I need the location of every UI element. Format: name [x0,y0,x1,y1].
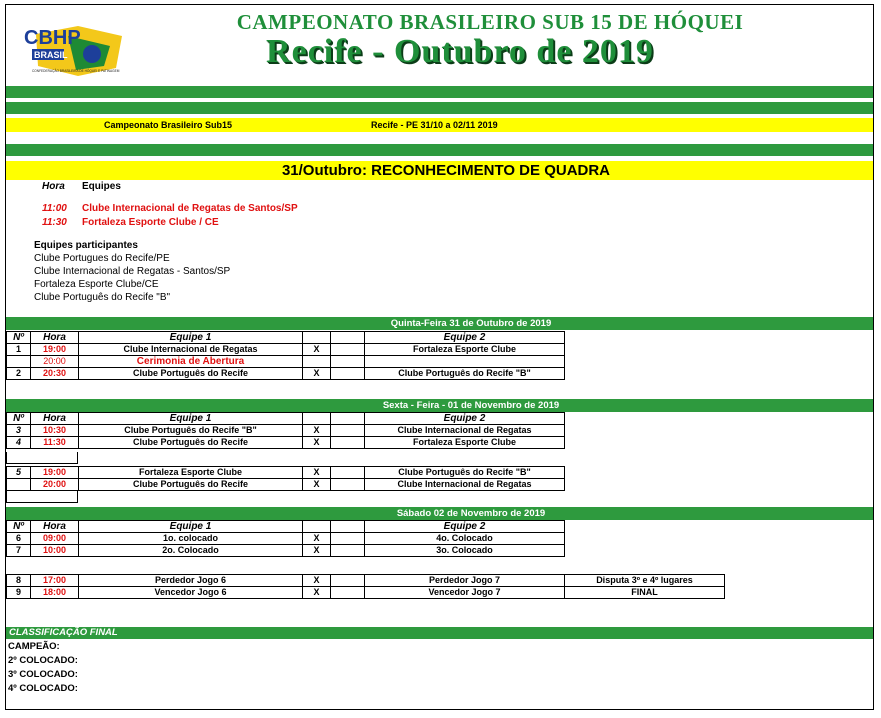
game-time: 20:00 [31,356,79,368]
game-time: 19:00 [31,344,79,356]
game-time: 10:30 [31,425,79,437]
team2: Clube Português do Recife "B" [365,467,565,479]
green-band [6,102,873,114]
game-time: 11:30 [31,437,79,449]
game-num: 1 [7,344,31,356]
vs-mark: X [303,479,331,491]
team1: Fortaleza Esporte Clube [79,467,303,479]
final-band [6,627,873,639]
participant-item: Clube Português do Recife "B" [34,292,171,303]
vs-mark: X [303,425,331,437]
col-eq1: Equipe 1 [79,332,303,344]
table-row [7,437,565,449]
team2: Clube Português do Recife "B" [365,368,565,380]
cbhp-logo [18,22,130,80]
day1-header [6,317,873,330]
vs-mark: X [303,368,331,380]
day1-title: Quinta-Feira 31 de Outubro de 2019 [390,318,552,329]
game-num: 4 [7,437,31,449]
vs-mark: X [303,545,331,557]
table-row [7,344,565,356]
col-eq2: Equipe 2 [365,521,565,533]
championship-label: Campeonato Brasileiro Sub15 [104,120,233,130]
team1: Clube Internacional de Regatas [79,344,303,356]
place-third: 3º COLOCADO: [8,669,78,680]
table-row [7,425,565,437]
table-row [7,533,565,545]
game-time: 18:00 [31,587,79,599]
place-second: 2º COLOCADO: [8,655,78,666]
green-band [6,86,873,98]
slot-team: Clube Internacional de Regatas de Santos/SP [82,203,298,214]
table-row [7,575,725,587]
col-num: Nº [7,521,31,533]
game-time: 17:00 [31,575,79,587]
game-time: 10:00 [31,545,79,557]
game-time: 20:00 [31,479,79,491]
game-note: FINAL [565,587,725,599]
team1: Vencedor Jogo 6 [79,587,303,599]
empty-cell [6,491,78,503]
participant-item: Fortaleza Esporte Clube/CE [34,279,159,290]
green-band [6,144,873,156]
col-eq1: Equipe 1 [79,521,303,533]
vs-mark: X [303,467,331,479]
vs-mark: X [303,533,331,545]
vs-mark: X [303,437,331,449]
team1: 2o. Colocado [79,545,303,557]
col-hora: Hora [31,332,79,344]
svg-text:CONFEDERAÇÃO BRASILEIRA DE HÓQ: CONFEDERAÇÃO BRASILEIRA DE HÓQUEI E PATINAGEM [32,69,120,73]
team2: 4o. Colocado [365,533,565,545]
place-champion: CAMPEÃO: [8,641,60,652]
col-equipes: Equipes [82,181,121,192]
slot-hora: 11:30 [42,217,67,228]
col-hora: Hora [42,181,65,192]
day2-table-b [6,466,565,491]
participant-item: Clube Internacional de Regatas - Santos/SP [34,266,231,277]
ceremony-label: Cerimonia de Abertura [79,356,303,368]
day2-header [6,399,873,412]
game-num: 5 [7,467,31,479]
place-fourth: 4º COLOCADO: [8,683,78,694]
table-row [7,587,725,599]
slot-hora: 11:00 [42,203,67,214]
table-row [7,467,565,479]
col-eq1: Equipe 1 [79,413,303,425]
title-line1: CAMPEONATO BRASILEIRO SUB 15 DE HÓQUEI [236,10,744,34]
team2: Fortaleza Esporte Clube [365,344,565,356]
svg-text:BRASIL: BRASIL [34,50,68,60]
table-row [7,545,565,557]
col-num: Nº [7,413,31,425]
recognition-band [6,161,873,180]
game-note: Disputa 3º e 4º lugares [565,575,725,587]
game-num: 7 [7,545,31,557]
team1: Clube Português do Recife [79,368,303,380]
game-num: 3 [7,425,31,437]
team2: Fortaleza Esporte Clube [365,437,565,449]
participant-item: Clube Portugues do Recife/PE [34,253,170,264]
game-num: 9 [7,587,31,599]
col-hora: Hora [31,521,79,533]
col-eq2: Equipe 2 [365,332,565,344]
info-band [6,118,873,132]
day3-title: Sábado 02 de Novembro de 2019 [396,508,546,519]
team2: 3o. Colocado [365,545,565,557]
day2-table [6,412,565,449]
team2: Clube Internacional de Regatas [365,479,565,491]
recognition-title: 31/Outubro: RECONHECIMENTO DE QUADRA [281,162,611,179]
game-num: 2 [7,368,31,380]
col-eq2: Equipe 2 [365,413,565,425]
day1-table [6,331,565,380]
title-line2: Recife - Outubro de 2019 [266,33,654,70]
game-time: 20:30 [31,368,79,380]
participants-title: Equipes participantes [34,240,138,251]
team1: Clube Português do Recife [79,479,303,491]
table-header-row [7,521,565,533]
table-row [7,368,565,380]
vs-mark: X [303,575,331,587]
team1: 1o. colocado [79,533,303,545]
team1: Clube Português do Recife "B" [79,425,303,437]
table-header-row [7,413,565,425]
day3-table [6,520,565,557]
final-title: CLASSIFICAÇÃO FINAL [9,627,118,638]
col-hora: Hora [31,413,79,425]
team2: Vencedor Jogo 7 [365,587,565,599]
team2: Perdedor Jogo 7 [365,575,565,587]
game-time: 19:00 [31,467,79,479]
vs-mark: X [303,587,331,599]
empty-cell [6,452,78,464]
day3-header [6,507,873,520]
table-header-row [7,332,565,344]
game-time: 09:00 [31,533,79,545]
col-num: Nº [7,332,31,344]
location-dates: Recife - PE 31/10 a 02/11 2019 [371,120,498,130]
day3-table-b [6,574,725,599]
table-row [7,356,565,368]
game-num: 6 [7,533,31,545]
team1: Perdedor Jogo 6 [79,575,303,587]
vs-mark: X [303,344,331,356]
slot-team: Fortaleza Esporte Clube / CE [82,217,219,228]
game-num: 8 [7,575,31,587]
team1: Clube Português do Recife [79,437,303,449]
day2-title: Sexta - Feira - 01 de Novembro de 2019 [382,400,560,411]
svg-text:CBHP: CBHP [24,27,81,49]
table-row [7,479,565,491]
team2: Clube Internacional de Regatas [365,425,565,437]
